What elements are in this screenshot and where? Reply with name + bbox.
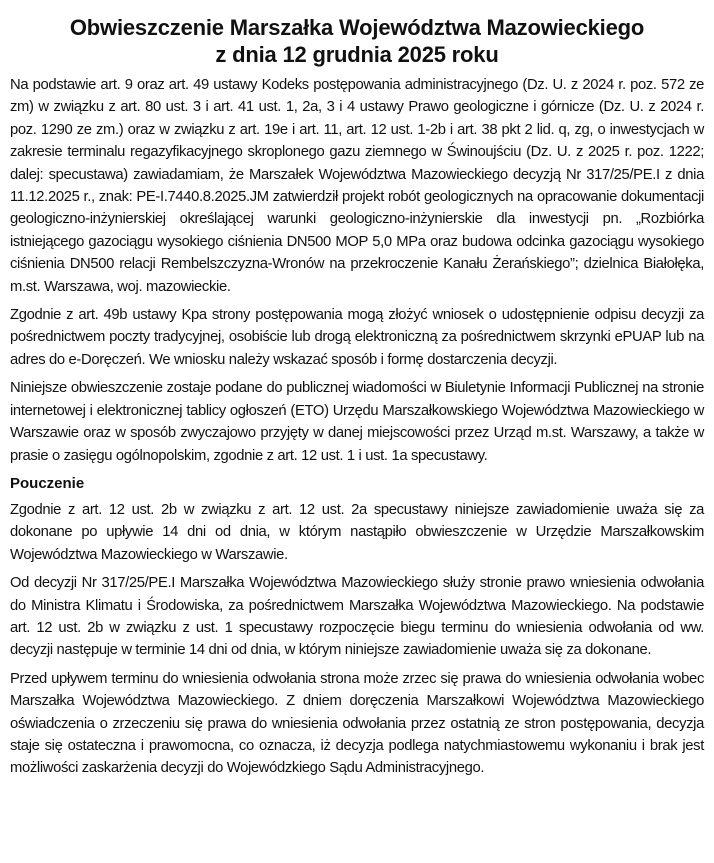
paragraph-copy-request: Zgodnie z art. 49b ustawy Kpa strony postępowania mogą złożyć wniosek o udostępnienie odpisu decyzji za pośrednictwem poczty tradycyjnej, osobiście lub drogą elektroniczną za pośrednictwem skrzynki ePUAP lub na adres do e-Doręczeń. We wniosku należy wskazać sposób i formę dostarczenia decyzji.: [10, 307, 704, 368]
document-title: [10, 14, 704, 68]
paragraph-appeal-waiver: Przed upływem terminu do wniesienia odwołania strona może zrzec się prawa do wniesienia odwołania wobec Marszałka Województwa Mazowieckiego. Z dniem doręczenia Marszałkowi Województwa Mazowieckiego oświadczenia o zrzeczeniu się prawa do wniesienia odwołania przez ostatnią ze stron postępowania, decyzja staje się ostateczna i prawomocna, co oznacza, iż decyzja podlega natychmiastowemu wykonaniu i brak jest możliwości zaskarżenia decyzji do Wojewódzkiego Sądu Administracyjnego.: [10, 670, 704, 777]
paragraph-legal-basis: Na podstawie art. 9 oraz art. 49 ustawy Kodeks postępowania administracyjnego (Dz. U. z 2024 r. poz. 572 ze zm) w związku z art. 80 ust. 3 i art. 41 ust. 1, 2a, 3 i 4 ustawy Prawo geologiczne i górnicze (Dz. U. z 2024 r. poz. 1290 ze zm.) oraz w związku z art. 19e i art. 11, art. 12 ust. 1-2b i art. 38 pkt 2 lid. q, zg, o inwestycjach w zakresie terminalu regazyfikacyjnego skroplonego gazu ziemnego w Świnoujściu (Dz. U. z 2025 r. poz. 1222; dalej: specustawa) zawiadamiam, że Marszałek Województwa Mazowieckiego decyzją Nr 317/25/PE.I z dnia 11.12.2025 r., znak: PE-I.7440.8.2025.JM zatwierdził projekt robót geologicznych na opracowanie dokumentacji geologiczno-inżynierskiej określającej warunki geologiczno-inżynierskie dla inwestycji pn. „Rozbiórka istniejącego gazociągu wysokiego ciśnienia DN500 MOP 5,0 MPa oraz budowa odcinka gazociągu wysokiego ciśnienia DN500 relacji Rembelszczyzna-Wronów na przekroczenie Kanału Żerańskiego”; dzielnica Białołęka, m.st. Warszawa, woj. mazowieckie.: [10, 77, 704, 295]
title-line-2: z dnia 12 grudnia 2025 roku: [215, 42, 499, 67]
paragraph-appeal-right: Od decyzji Nr 317/25/PE.I Marszałka Województwa Mazowieckiego służy stronie prawo wniesienia odwołania do Ministra Klimatu i Środowiska, za pośrednictwem Marszałka Województwa Mazowieckiego. Na podstawie art. 12 ust. 2b w związku z ust. 1 specustawy rozpoczęcie biegu terminu do wniesienia odwołania od ww. decyzji następuje w terminie 14 dni od dnia, w którym niniejsze zawiadomienie uważa się za dokonane.: [10, 575, 704, 659]
title-line-1: Obwieszczenie Marszałka Województwa Mazowieckiego: [69, 15, 645, 40]
paragraph-publication: Niniejsze obwieszczenie zostaje podane do publicznej wiadomości w Biuletynie Informacji Publicznej na stronie internetowej i elektronicznej tablicy ogłoszeń (ETO) Urzędu Marszałkowskiego Województwa Mazowieckiego w Warszawie oraz w sposób zwyczajowo przyjęty w danej miejscowości przez Urząd m.st. Warszawy, a także w prasie o zasięgu ogólnopolskim, zgodnie z art. 12 ust. 1 i ust. 1a specustawy.: [10, 380, 704, 464]
paragraph-notice-effective: Zgodnie z art. 12 ust. 2b w związku z art. 12 ust. 2a specustawy niniejsze zawiadomienie uważa się za dokonane po upływie 14 dni od dnia, w którym nastąpiło obwieszczenie w Urzędzie Marszałkowskim Województwa Mazowieckiego w Warszawie.: [10, 501, 704, 563]
section-heading-pouczenie: Pouczenie: [10, 474, 85, 492]
